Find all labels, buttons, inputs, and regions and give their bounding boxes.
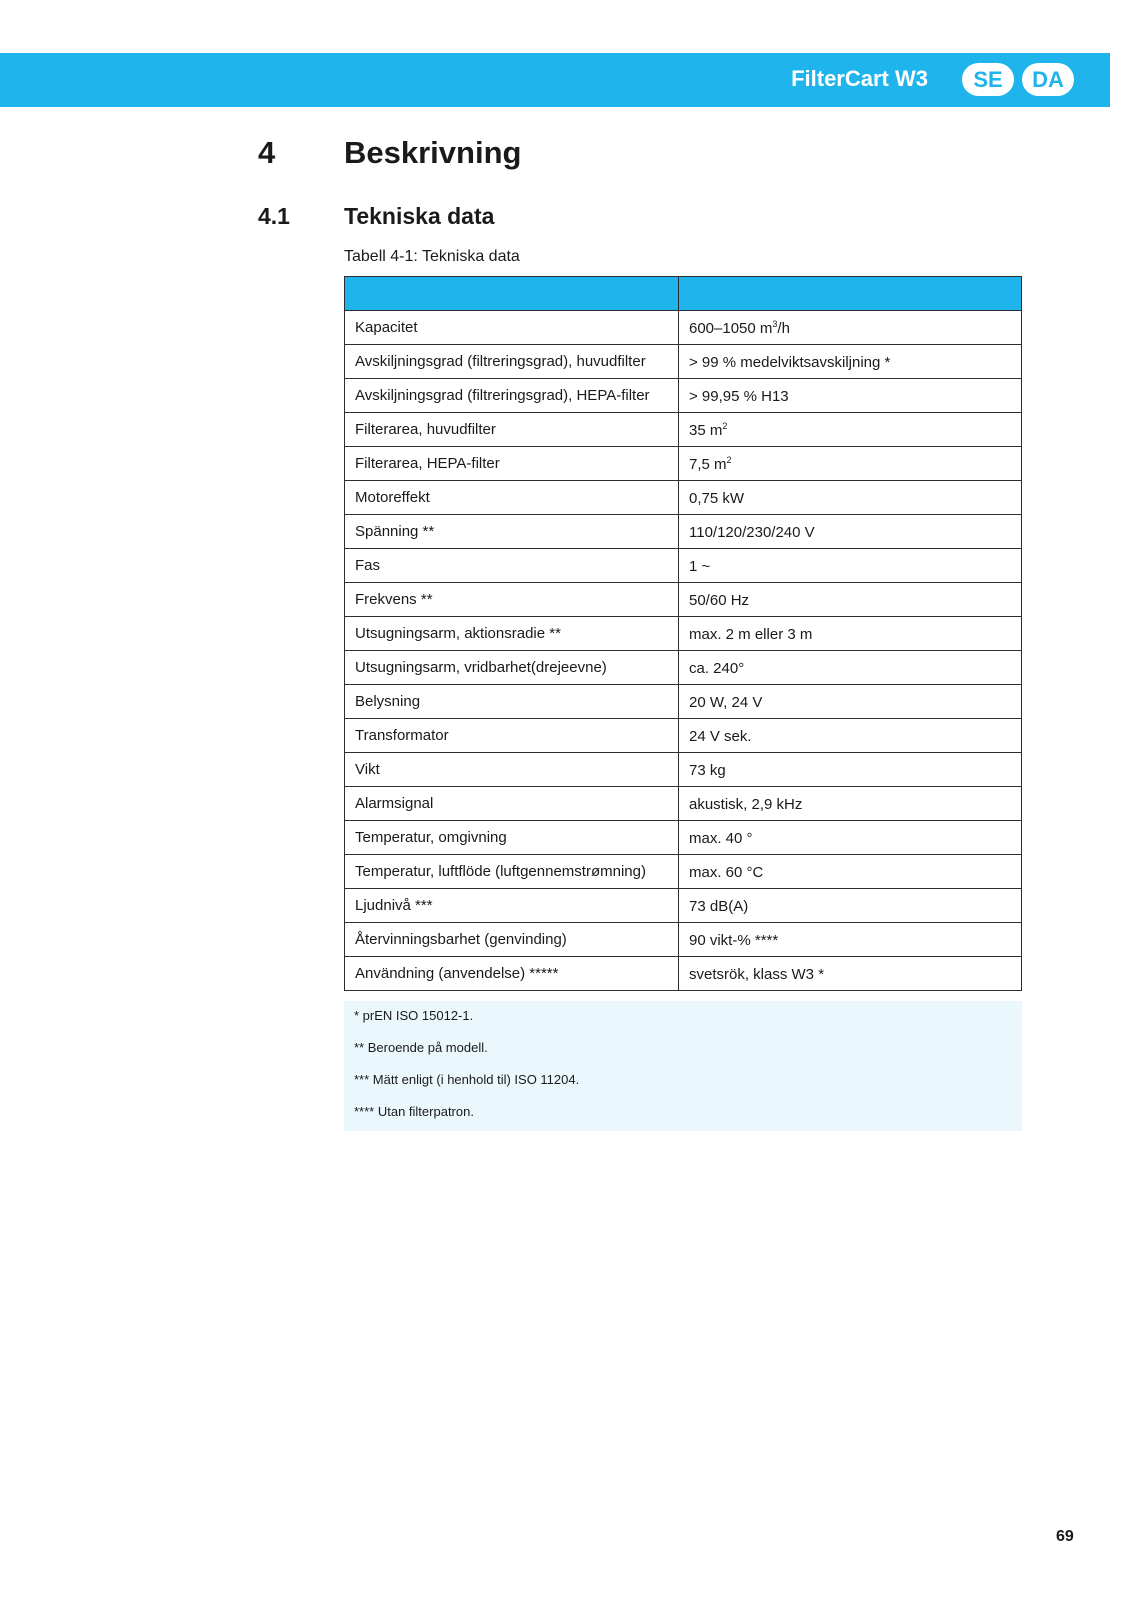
table-header-cell [679,277,1022,311]
table-row [345,787,1022,821]
table-caption: Tabell 4-1: Tekniska data [344,248,520,265]
spec-label: Belysning [345,685,679,719]
spec-value-text: 1 ~ [689,557,711,575]
spec-value-text: > 99 % medelviktsavskiljning * [689,353,891,371]
table-row [345,413,1022,447]
spec-value-text: > 99,95 % H13 [689,387,789,405]
spec-value-text: 0,75 kW [689,489,745,507]
spec-value [679,481,1022,515]
table-row [345,821,1022,855]
spec-value-text: 24 V sek. [689,727,752,745]
spec-value-text: max. 60 °C [689,863,764,881]
spec-value [679,345,1022,379]
page-number: 69 [1056,1528,1074,1545]
spec-value-text: 50/60 Hz [689,591,750,609]
spec-value-text: max. 2 m eller 3 m [689,625,813,643]
spec-label: Temperatur, omgivning [345,821,679,855]
spec-value [679,583,1022,617]
table-row [345,481,1022,515]
spec-label: Ljudnivå *** [345,889,679,923]
table-row [345,311,1022,345]
spec-label: Fas [345,549,679,583]
spec-label: Utsugningsarm, vridbarhet(drejeevne) [345,651,679,685]
spec-value-suffix: /h [777,319,790,337]
spec-label: Filterarea, HEPA-filter [345,447,679,481]
table-row [345,379,1022,413]
table-row [345,583,1022,617]
table-row [345,753,1022,787]
table-row [345,345,1022,379]
spec-value [679,787,1022,821]
spec-value-text: 73 kg [689,761,726,779]
spec-label: Avskiljningsgrad (filtreringsgrad), huvudfilter [345,345,679,379]
table-row [345,719,1022,753]
spec-value-text: 600–1050 m [689,319,773,337]
footnote: **** Utan filterpatron. [354,1104,474,1119]
spec-label: Transformator [345,719,679,753]
spec-label: Frekvens ** [345,583,679,617]
spec-value-text: 90 vikt-% **** [689,931,779,949]
table-row [345,685,1022,719]
spec-value [679,923,1022,957]
spec-value-text: 7,5 m [689,455,727,473]
spec-value-text: 110/120/230/240 V [689,523,815,541]
section-number: 4.1 [258,203,290,229]
table-row [345,855,1022,889]
spec-value-superscript: 3 [772,318,778,329]
table-header-cell [345,277,679,311]
spec-label: Återvinningsbarhet (genvinding) [345,923,679,957]
table-row [345,957,1022,991]
spec-value [679,685,1022,719]
product-name: FilterCart W3 [791,66,928,91]
spec-label: Filterarea, huvudfilter [345,413,679,447]
table-row [345,923,1022,957]
spec-label: Kapacitet [345,311,679,345]
spec-label: Avskiljningsgrad (filtreringsgrad), HEPA-filter [345,379,679,413]
spec-value [679,651,1022,685]
spec-value-text: akustisk, 2,9 kHz [689,795,803,813]
spec-value [679,889,1022,923]
table-row [345,515,1022,549]
spec-value [679,719,1022,753]
spec-label: Temperatur, luftflöde (luftgennemstrømning) [345,855,679,889]
spec-value-text: 35 m [689,421,723,439]
table-row [345,617,1022,651]
spec-value-text: ca. 240° [689,659,745,677]
spec-value [679,311,1022,345]
spec-value-superscript: 2 [726,454,732,465]
table-header-row [345,277,1022,311]
spec-label: Användning (anvendelse) ***** [345,957,679,991]
spec-value-text: max. 40 ° [689,829,753,847]
spec-value [679,957,1022,991]
spec-table [344,276,1022,991]
chapter-number: 4 [258,135,276,170]
spec-label: Spänning ** [345,515,679,549]
spec-label: Utsugningsarm, aktionsradie ** [345,617,679,651]
header-band [0,53,1110,107]
spec-value [679,549,1022,583]
table-row [345,651,1022,685]
spec-value [679,855,1022,889]
spec-value [679,617,1022,651]
spec-label: Vikt [345,753,679,787]
footnote: *** Mätt enligt (i henhold til) ISO 11204. [354,1072,580,1087]
footnote: * prEN ISO 15012-1. [354,1008,474,1023]
table-body [345,311,1022,991]
spec-label: Alarmsignal [345,787,679,821]
language-badge-se[interactable]: SE [962,63,1014,96]
spec-label: Motoreffekt [345,481,679,515]
spec-value [679,379,1022,413]
spec-value [679,753,1022,787]
spec-value-superscript: 2 [722,420,728,431]
spec-value [679,447,1022,481]
spec-value-text: 20 W, 24 V [689,693,763,711]
language-badge-da[interactable]: DA [1022,63,1074,96]
section-title: Tekniska data [344,203,495,229]
spec-value [679,413,1022,447]
spec-value-text: svetsrök, klass W3 * [689,965,825,983]
table-row [345,447,1022,481]
spec-value-text: 73 dB(A) [689,897,749,915]
table-footnotes [344,1001,1022,1131]
spec-value [679,821,1022,855]
footnote: ** Beroende på modell. [354,1040,488,1055]
spec-value [679,515,1022,549]
chapter-title: Beskrivning [344,135,522,170]
table-row [345,549,1022,583]
table-row [345,889,1022,923]
